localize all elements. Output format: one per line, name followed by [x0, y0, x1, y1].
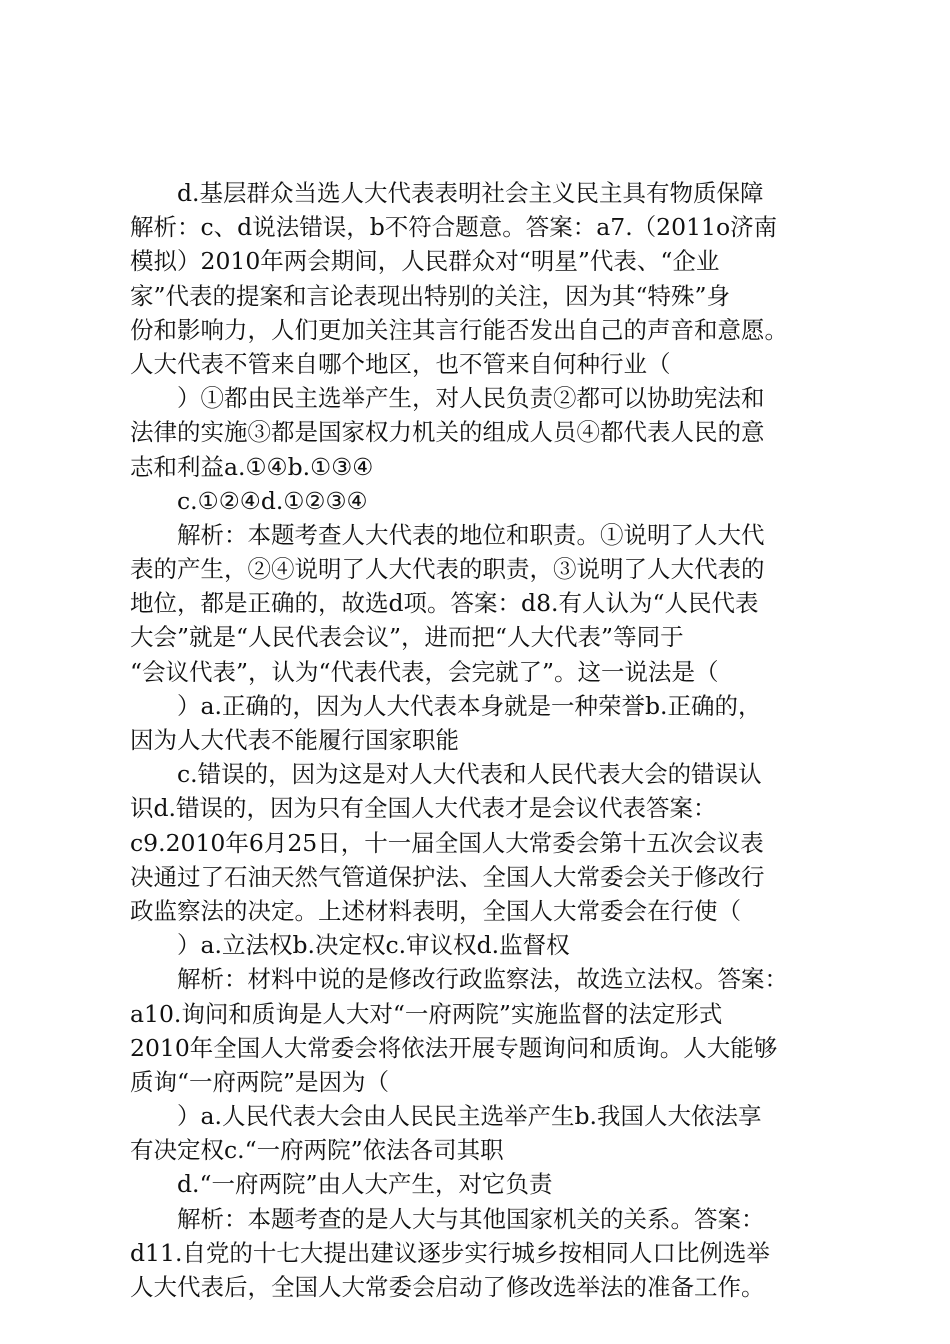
text-line: d11.自党的十七大提出建议逐步实行城乡按相同人口比例选举 — [130, 1238, 770, 1267]
document-body — [130, 176, 842, 1304]
text-line: d.基层群众当选人大代表表明社会主义民主具有物质保障 — [177, 179, 764, 207]
text-line: 表的产生，②④说明了人大代表的职责，③说明了人大代表的 — [130, 555, 765, 584]
text-line: 决通过了石油天然气管道保护法、全国人大常委会关于修改行 — [130, 862, 765, 891]
text-line: 解析：本题考查的是人大与其他国家机关的关系。答案： — [177, 1204, 765, 1233]
text-line: 2010年全国人大常委会将依法开展专题询问和质询。人大能够 — [130, 1033, 778, 1062]
text-line: 解析：本题考查人大代表的地位和职责。①说明了人大代 — [177, 520, 765, 549]
text-line: 因为人大代表不能履行国家职能 — [130, 726, 459, 754]
text-line: 人大代表后，全国人大常委会启动了修改选举法的准备工作。 — [130, 1273, 765, 1301]
text-line: c.错误的，因为这是对人大代表和人民代表大会的错误认 — [177, 760, 762, 789]
text-line: 识d.错误的，因为只有全国人大代表才是会议代表答案： — [130, 794, 717, 823]
text-line: d.“一府两院”由人大产生，对它负责 — [177, 1170, 553, 1199]
text-line: a10.询问和质询是人大对“一府两院”实施监督的法定形式 — [130, 999, 723, 1028]
text-line: 地位，都是正确的，故选d项。答案：d8.有人认为“人民代表 — [130, 589, 759, 618]
text-line: 解析：c、d说法错误，b不符合题意。答案：a7.（2011o济南 — [130, 213, 778, 242]
text-line: 志和利益a.①④b.①③④ — [130, 452, 374, 481]
text-line: 质询“一府两院”是因为（ — [130, 1067, 390, 1096]
text-line: “会议代表”，认为“代表代表，会完就了”。这一说法是（ — [130, 657, 719, 686]
text-line: 解析：材料中说的是修改行政监察法，故选立法权。答案： — [177, 965, 788, 994]
text-line: ）a.正确的，因为人大代表本身就是一种荣誉b.正确的， — [177, 691, 762, 720]
text-line: 大会”就是“人民代表会议”，进而把“人大代表”等同于 — [130, 623, 684, 652]
text-line: ）①都由民主选举产生，对人民负责②都可以协助宪法和 — [177, 384, 765, 413]
text-line: c9.2010年6月25日，十一届全国人大常委会第十五次会议表 — [130, 828, 764, 857]
text-line: 份和影响力，人们更加关注其言行能否发出自己的声音和意愿。 — [130, 315, 788, 344]
text-line: ）a.人民代表大会由人民民主选举产生b.我国人大依法享 — [177, 1102, 762, 1131]
text-line: 有决定权c.“一府两院”依法各司其职 — [130, 1136, 504, 1165]
text-line: 家”代表的提案和言论表现出特别的关注，因为其“特殊”身 — [130, 281, 731, 310]
text-line: 政监察法的决定。上述材料表明，全国人大常委会在行使（ — [130, 896, 741, 925]
text-line: ）a.立法权b.决定权c.审议权d.监督权 — [177, 931, 570, 960]
text-line: 人大代表不管来自哪个地区，也不管来自何种行业（ — [130, 349, 671, 378]
text-line: c.①②④d.①②③④ — [177, 486, 368, 515]
text-line: 法律的实施③都是国家权力机关的组成人员④都代表人民的意 — [130, 418, 765, 447]
text-line: 模拟）2010年两会期间，人民群众对“明星”代表、“企业 — [130, 247, 720, 276]
